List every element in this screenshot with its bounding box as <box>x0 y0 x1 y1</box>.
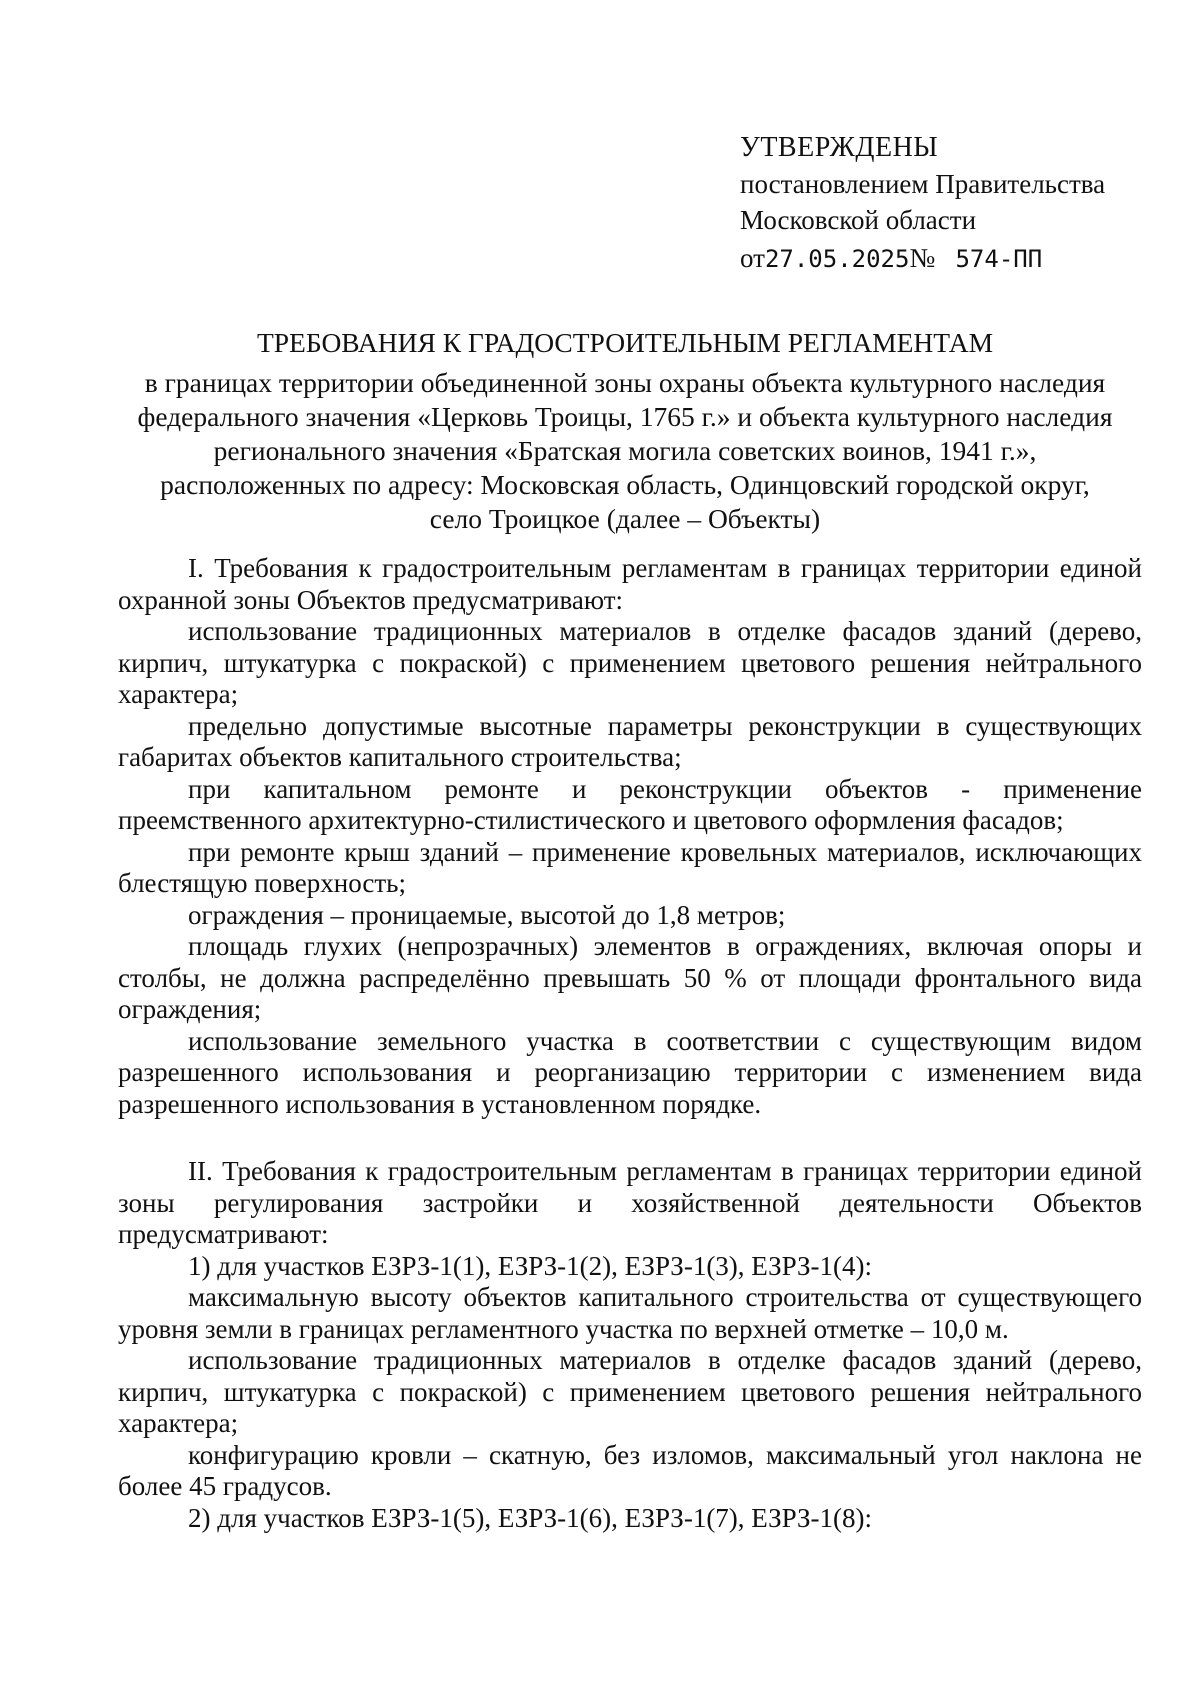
approval-line-1: постановлением Правительства <box>740 169 1106 199</box>
date-prefix: от <box>740 243 765 273</box>
section-1-item: использование земельного участка в соответствии с существующим видом разрешенного использования и реорганизацию территории с изменением вида разрешенного использования в установленном порядке. <box>118 1025 1142 1119</box>
number-sign: № <box>909 243 936 273</box>
section-1-item: использование традиционных материалов в отделке фасадов зданий (дерево, кирпич, штукатурка с покраской) с применением цветового решения нейтрального характера; <box>118 616 1142 709</box>
heading-line: в границах территории объединенной зоны охраны объекта культурного наследия <box>144 367 1106 398</box>
section-1-item: при капитальном ремонте и реконструкции объектов - применение преемственного архитектурно-стилистического и цветового оформления фасадов; <box>118 773 1142 835</box>
subsection-1-item: конфигурацию кровли – скатную, без изломов, максимальный угол наклона не более 45 градусов. <box>118 1439 1142 1501</box>
approval-title: УТВЕРЖДЕНЫ <box>740 132 939 163</box>
section-2-intro: II. Требования к градостроительным регламентам в границах территории единой зоны регулирования застройки и хозяйственной деятельности Объектов предусматривают: <box>118 1156 1142 1249</box>
subsection-1-title: 1) для участков ЕЗРЗ-1(1), ЕЗРЗ-1(2), ЕЗРЗ-1(3), ЕЗРЗ-1(4): <box>188 1250 872 1281</box>
approval-number: 574-ПП <box>955 245 1043 273</box>
subsection-2-title: 2) для участков ЕЗРЗ-1(5), ЕЗРЗ-1(6), ЕЗРЗ-1(7), ЕЗРЗ-1(8): <box>188 1502 872 1533</box>
section-gap <box>118 1120 1142 1156</box>
document-title: ТРЕБОВАНИЯ К ГРАДОСТРОИТЕЛЬНЫМ РЕГЛАМЕНТАМ <box>256 327 994 358</box>
subsection-1-item: максимальную высоту объектов капитального строительства от существующего уровня земли в границах регламентного участка по верхней отметке – 10,0 м. <box>118 1282 1142 1344</box>
heading-line: село Троицкое (далее – Объекты) <box>429 503 821 534</box>
subsection-1-item: использование традиционных материалов в отделке фасадов зданий (дерево, кирпич, штукатурка с покраской) с применением цветового решения нейтрального характера; <box>118 1345 1142 1438</box>
heading-line: расположенных по адресу: Московская область, Одинцовский городской округ, <box>160 469 1090 500</box>
document-body <box>118 553 1142 1534</box>
heading-line: федерального значения «Церковь Троицы, 1765 г.» и объекта культурного наследия <box>137 401 1113 432</box>
section-1-item: предельно допустимые высотные параметры реконструкции в существующих габаритах объектов капитального строительства; <box>118 710 1142 772</box>
approval-date: 27.05.2025 <box>764 245 910 273</box>
approval-date-line <box>740 240 1105 277</box>
section-1-item: площадь глухих (непрозрачных) элементов в ограждениях, включая опоры и столбы, не должна распределённо превышать 50 % от площади фронтального вида ограждения; <box>118 931 1142 1024</box>
section-1-item: ограждения – проницаемые, высотой до 1,8 метров; <box>188 899 786 930</box>
heading-line: регионального значения «Братская могила советских воинов, 1941 г.», <box>213 435 1037 466</box>
approval-stamp <box>740 130 1105 277</box>
document-heading <box>110 326 1140 536</box>
section-1-intro: I. Требования к градостроительным регламентам в границах территории единой охранной зоны Объектов предусматривают: <box>118 553 1142 615</box>
section-1-item: при ремонте крыш зданий – применение кровельных материалов, исключающих блестящую поверхность; <box>118 836 1142 898</box>
approval-line-2: Московской области <box>740 205 977 235</box>
